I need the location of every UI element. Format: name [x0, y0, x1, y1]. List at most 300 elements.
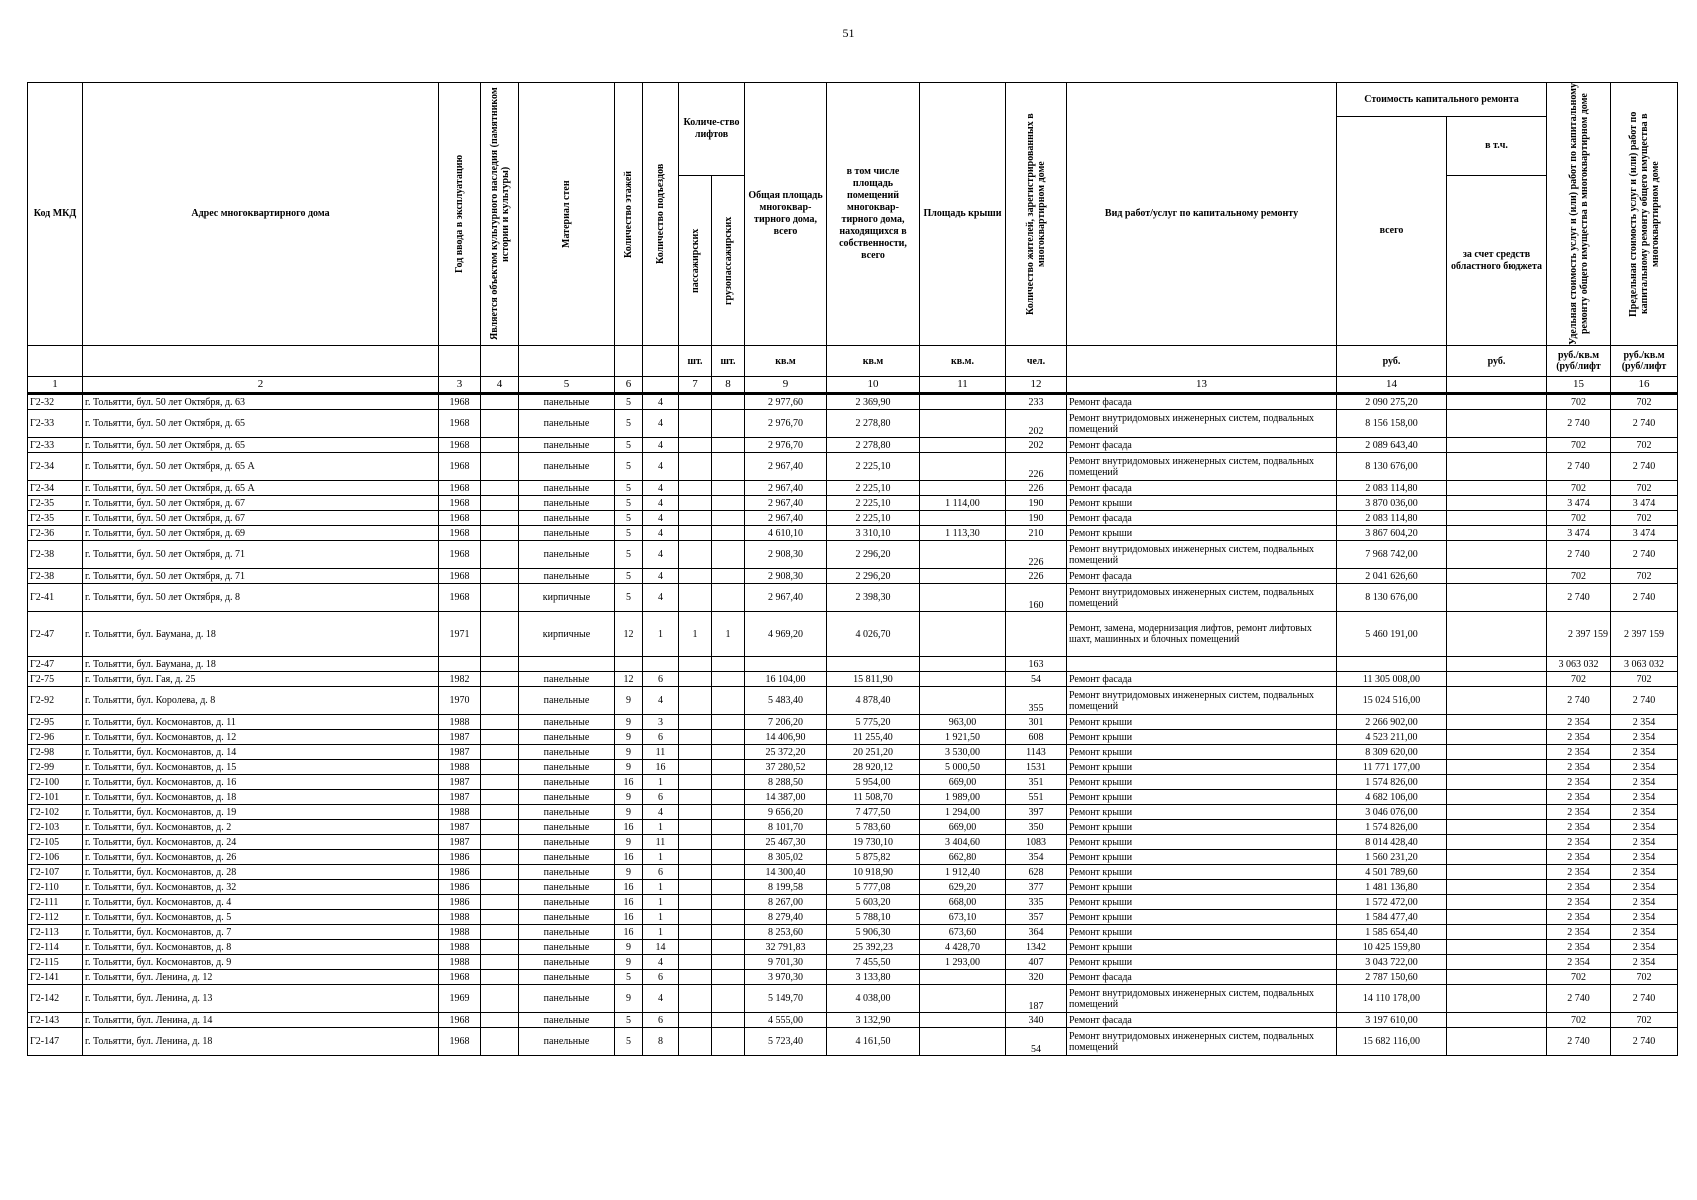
- cell-wall: панельные: [519, 730, 615, 745]
- cell-roof: [920, 1013, 1006, 1028]
- cell-addr: г. Тольятти, бул. Космонавтов, д. 19: [83, 805, 439, 820]
- cell-heritage: [481, 970, 519, 985]
- cell-work: Ремонт фасада: [1067, 1013, 1337, 1028]
- cell-max: 2 354: [1611, 940, 1678, 955]
- cell-fl: 5: [615, 541, 643, 569]
- cell-roof: 4 428,70: [920, 940, 1006, 955]
- cell-own: 20 251,20: [827, 745, 920, 760]
- header-cost: Стоимость капитального ремонта: [1337, 83, 1547, 117]
- table-row: [28, 790, 1678, 805]
- cell-max: 2 354: [1611, 805, 1678, 820]
- cell-cargo: [712, 438, 745, 453]
- column-number: 9: [745, 377, 827, 394]
- cell-max: 2 354: [1611, 895, 1678, 910]
- cell-own: 2 225,10: [827, 511, 920, 526]
- cell-addr: г. Тольятти, бул. Космонавтов, д. 14: [83, 745, 439, 760]
- cell-en: 6: [643, 865, 679, 880]
- cell-cargo: [712, 1013, 745, 1028]
- cell-cargo: [712, 453, 745, 481]
- cell-res: 407: [1006, 955, 1067, 970]
- cell-area: 2 967,40: [745, 511, 827, 526]
- cell-area: 4 610,10: [745, 526, 827, 541]
- cell-own: 5 788,10: [827, 910, 920, 925]
- cell-wall: панельные: [519, 1028, 615, 1056]
- cell-area: 5 483,40: [745, 687, 827, 715]
- column-number: 12: [1006, 377, 1067, 394]
- cell-total: 3 046 076,00: [1337, 805, 1447, 820]
- cell-fl: 5: [615, 481, 643, 496]
- cell-area: 2 967,40: [745, 496, 827, 511]
- cell-heritage: [481, 1028, 519, 1056]
- cell-max: 3 063 032: [1611, 657, 1678, 672]
- unit-sqm: кв.м.: [920, 346, 1006, 377]
- cell-res: 226: [1006, 569, 1067, 584]
- cell-addr: г. Тольятти, бул. Королева, д. 8: [83, 687, 439, 715]
- cell-area: 14 387,00: [745, 790, 827, 805]
- cell-year: 1988: [439, 955, 481, 970]
- cell-fl: 5: [615, 410, 643, 438]
- cell-code: Г2-105: [28, 835, 83, 850]
- cell-year: 1987: [439, 820, 481, 835]
- cell-max: 2 354: [1611, 775, 1678, 790]
- cell-code: Г2-100: [28, 775, 83, 790]
- cell-wall: панельные: [519, 895, 615, 910]
- cell-pass: [679, 850, 712, 865]
- cell-area: 8 199,58: [745, 880, 827, 895]
- cell-max: 702: [1611, 438, 1678, 453]
- cell-addr: г. Тольятти, бул. Космонавтов, д. 7: [83, 925, 439, 940]
- cell-roof: 1 989,00: [920, 790, 1006, 805]
- cell-fl: 9: [615, 730, 643, 745]
- cell-unit: 2 740: [1547, 584, 1611, 612]
- cell-year: 1969: [439, 985, 481, 1013]
- cell-addr: г. Тольятти, бул. Космонавтов, д. 24: [83, 835, 439, 850]
- cell-work: Ремонт внутридомовых инженерных систем, подвальных помещений: [1067, 541, 1337, 569]
- cell-heritage: [481, 730, 519, 745]
- cell-heritage: [481, 453, 519, 481]
- cell-wall: панельные: [519, 526, 615, 541]
- cell-res: 301: [1006, 715, 1067, 730]
- cell-roof: [920, 970, 1006, 985]
- header-cost-regional: за счет средств областного бюджета: [1447, 176, 1547, 346]
- cell-work: Ремонт крыши: [1067, 880, 1337, 895]
- cell-area: 8 101,70: [745, 820, 827, 835]
- cell-code: Г2-147: [28, 1028, 83, 1056]
- cell-unit: 702: [1547, 511, 1611, 526]
- cell-wall: [519, 657, 615, 672]
- cell-roof: 673,60: [920, 925, 1006, 940]
- cell-total: 1 560 231,20: [1337, 850, 1447, 865]
- cell-pass: [679, 511, 712, 526]
- cell-code: Г2-142: [28, 985, 83, 1013]
- cell-addr: г. Тольятти, бул. Космонавтов, д. 12: [83, 730, 439, 745]
- unit-rub: руб.: [1337, 346, 1447, 377]
- cell-fl: 9: [615, 715, 643, 730]
- cell-heritage: [481, 511, 519, 526]
- cell-heritage: [481, 612, 519, 657]
- table-row: [28, 895, 1678, 910]
- cell-fl: 9: [615, 955, 643, 970]
- cell-wall: панельные: [519, 835, 615, 850]
- cell-addr: г. Тольятти, бул. 50 лет Октября, д. 67: [83, 511, 439, 526]
- cell-max: 2 354: [1611, 910, 1678, 925]
- cell-total: 14 110 178,00: [1337, 985, 1447, 1013]
- table-row: [28, 805, 1678, 820]
- cell-res: 163: [1006, 657, 1067, 672]
- cell-fl: 9: [615, 985, 643, 1013]
- cell-area: 4 969,20: [745, 612, 827, 657]
- cell-max: 2 397 159: [1611, 612, 1678, 657]
- cell-total: 1 574 826,00: [1337, 820, 1447, 835]
- cell-wall: панельные: [519, 850, 615, 865]
- table-row: [28, 865, 1678, 880]
- cell-work: Ремонт крыши: [1067, 496, 1337, 511]
- table-row: [28, 910, 1678, 925]
- cell-fl: 9: [615, 940, 643, 955]
- cell-unit: 2 354: [1547, 730, 1611, 745]
- cell-addr: г. Тольятти, бул. 50 лет Октября, д. 65 А: [83, 453, 439, 481]
- cell-en: 4: [643, 438, 679, 453]
- cell-regional: [1447, 481, 1547, 496]
- cell-cargo: [712, 745, 745, 760]
- cell-cargo: [712, 910, 745, 925]
- cell-fl: 16: [615, 820, 643, 835]
- cell-res: 364: [1006, 925, 1067, 940]
- cell-roof: 669,00: [920, 775, 1006, 790]
- cell-year: 1968: [439, 496, 481, 511]
- cell-heritage: [481, 526, 519, 541]
- column-number: 15: [1547, 377, 1611, 394]
- table-row: [28, 612, 1678, 657]
- table-row: [28, 880, 1678, 895]
- cell-max: 2 354: [1611, 925, 1678, 940]
- cell-work: Ремонт крыши: [1067, 850, 1337, 865]
- cell-regional: [1447, 569, 1547, 584]
- cell-addr: г. Тольятти, бул. 50 лет Октября, д. 69: [83, 526, 439, 541]
- cell-pass: [679, 496, 712, 511]
- cell-own: 11 255,40: [827, 730, 920, 745]
- cell-addr: г. Тольятти, бул. 50 лет Октября, д. 67: [83, 496, 439, 511]
- cell-year: 1988: [439, 805, 481, 820]
- cell-res: 335: [1006, 895, 1067, 910]
- cell-wall: панельные: [519, 569, 615, 584]
- cell-own: 4 038,00: [827, 985, 920, 1013]
- cell-cargo: [712, 790, 745, 805]
- cell-max: 2 740: [1611, 541, 1678, 569]
- cell-regional: [1447, 880, 1547, 895]
- cell-total: 5 460 191,00: [1337, 612, 1447, 657]
- cell-roof: 1 113,30: [920, 526, 1006, 541]
- cell-addr: г. Тольятти, бул. Ленина, д. 18: [83, 1028, 439, 1056]
- cell-code: Г2-34: [28, 453, 83, 481]
- cell-cargo: [712, 760, 745, 775]
- cell-wall: панельные: [519, 925, 615, 940]
- cell-res: 226: [1006, 453, 1067, 481]
- cell-total: 4 682 106,00: [1337, 790, 1447, 805]
- cell-pass: [679, 940, 712, 955]
- column-number: 8: [712, 377, 745, 394]
- cell-own: 2 398,30: [827, 584, 920, 612]
- cell-addr: г. Тольятти, бул. 50 лет Октября, д. 8: [83, 584, 439, 612]
- cell-year: 1987: [439, 835, 481, 850]
- unit-pcs: шт.: [679, 346, 712, 377]
- cell-fl: 5: [615, 394, 643, 410]
- cell-heritage: [481, 584, 519, 612]
- cell-year: 1968: [439, 481, 481, 496]
- cell-wall: панельные: [519, 687, 615, 715]
- cell-total: 8 309 620,00: [1337, 745, 1447, 760]
- cell-wall: панельные: [519, 453, 615, 481]
- cell-year: 1968: [439, 970, 481, 985]
- cell-res: 340: [1006, 1013, 1067, 1028]
- cell-own: 5 775,20: [827, 715, 920, 730]
- column-number: 16: [1611, 377, 1678, 394]
- cell-unit: 2 354: [1547, 910, 1611, 925]
- column-number: [643, 377, 679, 394]
- cell-year: 1968: [439, 511, 481, 526]
- cell-max: 702: [1611, 970, 1678, 985]
- table-row: [28, 496, 1678, 511]
- cell-work: Ремонт крыши: [1067, 760, 1337, 775]
- cell-en: 8: [643, 1028, 679, 1056]
- cell-area: 8 305,02: [745, 850, 827, 865]
- cell-unit: 3 474: [1547, 496, 1611, 511]
- cell-cargo: [712, 569, 745, 584]
- cell-res: 1083: [1006, 835, 1067, 850]
- cell-roof: 662,80: [920, 850, 1006, 865]
- cell-wall: кирпичные: [519, 584, 615, 612]
- cell-heritage: [481, 910, 519, 925]
- cell-total: 2 083 114,80: [1337, 511, 1447, 526]
- cell-res: 54: [1006, 672, 1067, 687]
- cell-fl: 9: [615, 687, 643, 715]
- cell-code: Г2-38: [28, 569, 83, 584]
- cell-area: 2 967,40: [745, 453, 827, 481]
- cell-regional: [1447, 496, 1547, 511]
- cell-res: 377: [1006, 880, 1067, 895]
- cell-year: 1968: [439, 453, 481, 481]
- cell-unit: 2 740: [1547, 541, 1611, 569]
- cell-area: 7 206,20: [745, 715, 827, 730]
- cell-heritage: [481, 820, 519, 835]
- cell-heritage: [481, 850, 519, 865]
- cell-cargo: [712, 835, 745, 850]
- cell-code: Г2-96: [28, 730, 83, 745]
- cell-year: 1987: [439, 730, 481, 745]
- cell-cargo: [712, 496, 745, 511]
- cell-fl: 5: [615, 569, 643, 584]
- table-row: [28, 820, 1678, 835]
- cell-res: 350: [1006, 820, 1067, 835]
- cell-roof: 1 294,00: [920, 805, 1006, 820]
- cell-cargo: [712, 775, 745, 790]
- cell-area: 32 791,83: [745, 940, 827, 955]
- cell-code: Г2-32: [28, 394, 83, 410]
- cell-year: 1968: [439, 438, 481, 453]
- cell-roof: 629,20: [920, 880, 1006, 895]
- cell-fl: 5: [615, 526, 643, 541]
- table-row: [28, 970, 1678, 985]
- cell-roof: [920, 584, 1006, 612]
- cell-code: Г2-95: [28, 715, 83, 730]
- cell-roof: [920, 657, 1006, 672]
- cell-total: 8 156 158,00: [1337, 410, 1447, 438]
- cell-wall: панельные: [519, 790, 615, 805]
- cell-max: 2 740: [1611, 687, 1678, 715]
- table-row: [28, 760, 1678, 775]
- cell-unit: 2 354: [1547, 880, 1611, 895]
- cell-cargo: [712, 805, 745, 820]
- cell-regional: [1447, 687, 1547, 715]
- cell-code: Г2-98: [28, 745, 83, 760]
- table-row: [28, 584, 1678, 612]
- cell-res: 608: [1006, 730, 1067, 745]
- cell-roof: 673,10: [920, 910, 1006, 925]
- cell-cargo: [712, 955, 745, 970]
- cell-own: 3 310,10: [827, 526, 920, 541]
- cell-own: 2 278,80: [827, 410, 920, 438]
- cell-pass: [679, 453, 712, 481]
- unit-pcs: шт.: [712, 346, 745, 377]
- cell-cargo: [712, 526, 745, 541]
- column-number: 10: [827, 377, 920, 394]
- cell-en: [643, 657, 679, 672]
- cell-heritage: [481, 481, 519, 496]
- column-number: 7: [679, 377, 712, 394]
- cell-res: 202: [1006, 410, 1067, 438]
- cell-total: 1 572 472,00: [1337, 895, 1447, 910]
- column-number: 5: [519, 377, 615, 394]
- cell-own: 11 508,70: [827, 790, 920, 805]
- cell-work: Ремонт крыши: [1067, 955, 1337, 970]
- cell-year: 1987: [439, 745, 481, 760]
- cell-area: 2 908,30: [745, 541, 827, 569]
- cell-fl: 9: [615, 745, 643, 760]
- cell-work: Ремонт фасада: [1067, 511, 1337, 526]
- cell-work: Ремонт внутридомовых инженерных систем, подвальных помещений: [1067, 687, 1337, 715]
- cell-work: Ремонт фасада: [1067, 481, 1337, 496]
- cell-total: 4 501 789,60: [1337, 865, 1447, 880]
- cell-addr: г. Тольятти, бул. Космонавтов, д. 9: [83, 955, 439, 970]
- cell-res: 190: [1006, 511, 1067, 526]
- cell-roof: 5 000,50: [920, 760, 1006, 775]
- unit-sqm: кв.м: [827, 346, 920, 377]
- cell-fl: 16: [615, 850, 643, 865]
- cell-total: 3 870 036,00: [1337, 496, 1447, 511]
- table-row: [28, 940, 1678, 955]
- cell-work: Ремонт фасада: [1067, 672, 1337, 687]
- cell-max: 702: [1611, 569, 1678, 584]
- cell-max: 2 740: [1611, 1028, 1678, 1056]
- cell-addr: г. Тольятти, бул. Космонавтов, д. 28: [83, 865, 439, 880]
- table-row: [28, 394, 1678, 410]
- cell-total: 1 574 826,00: [1337, 775, 1447, 790]
- cell-code: Г2-92: [28, 687, 83, 715]
- cell-area: 8 279,40: [745, 910, 827, 925]
- cell-roof: [920, 612, 1006, 657]
- cell-own: 3 132,90: [827, 1013, 920, 1028]
- header-lifts-cargo: грузопассажирских: [722, 216, 734, 305]
- cell-addr: г. Тольятти, бул. Космонавтов, д. 11: [83, 715, 439, 730]
- cell-cargo: [712, 985, 745, 1013]
- cell-regional: [1447, 394, 1547, 410]
- cell-unit: 2 354: [1547, 790, 1611, 805]
- cell-pass: [679, 715, 712, 730]
- cell-code: Г2-102: [28, 805, 83, 820]
- header-code: Код МКД: [28, 83, 83, 346]
- cell-own: 7 455,50: [827, 955, 920, 970]
- cell-en: 4: [643, 955, 679, 970]
- cell-max: 2 740: [1611, 584, 1678, 612]
- cell-max: 2 354: [1611, 790, 1678, 805]
- cell-total: 15 682 116,00: [1337, 1028, 1447, 1056]
- cell-roof: [920, 511, 1006, 526]
- cell-own: 10 918,90: [827, 865, 920, 880]
- table-row: [28, 835, 1678, 850]
- cell-wall: панельные: [519, 715, 615, 730]
- cell-total: 4 523 211,00: [1337, 730, 1447, 745]
- column-number: 3: [439, 377, 481, 394]
- cell-en: 4: [643, 496, 679, 511]
- cell-year: 1988: [439, 760, 481, 775]
- cell-code: Г2-111: [28, 895, 83, 910]
- table-row: [28, 775, 1678, 790]
- cell-total: 3 043 722,00: [1337, 955, 1447, 970]
- cell-fl: 9: [615, 835, 643, 850]
- cell-heritage: [481, 715, 519, 730]
- cell-fl: 9: [615, 760, 643, 775]
- cell-area: 2 908,30: [745, 569, 827, 584]
- cell-roof: [920, 672, 1006, 687]
- cell-roof: 1 293,00: [920, 955, 1006, 970]
- capital-repair-table: [27, 82, 1678, 1056]
- cell-work: Ремонт крыши: [1067, 775, 1337, 790]
- cell-cargo: [712, 394, 745, 410]
- cell-cargo: [712, 865, 745, 880]
- cell-year: 1971: [439, 612, 481, 657]
- unit-rub-per: руб./кв.м (руб/лифт: [1547, 346, 1611, 377]
- cell-code: Г2-114: [28, 940, 83, 955]
- cell-unit: 2 354: [1547, 925, 1611, 940]
- cell-unit: 702: [1547, 970, 1611, 985]
- cell-res: 226: [1006, 541, 1067, 569]
- cell-roof: 3 530,00: [920, 745, 1006, 760]
- cell-res: 1342: [1006, 940, 1067, 955]
- cell-cargo: [712, 820, 745, 835]
- cell-wall: кирпичные: [519, 612, 615, 657]
- unit-rub: руб.: [1447, 346, 1547, 377]
- cell-area: 8 288,50: [745, 775, 827, 790]
- column-numbers-row: [28, 377, 1678, 394]
- cell-code: Г2-110: [28, 880, 83, 895]
- cell-area: 25 467,30: [745, 835, 827, 850]
- cell-own: 4 026,70: [827, 612, 920, 657]
- cell-fl: [615, 657, 643, 672]
- cell-own: 7 477,50: [827, 805, 920, 820]
- cell-cargo: [712, 687, 745, 715]
- cell-pass: [679, 526, 712, 541]
- cell-roof: [920, 541, 1006, 569]
- cell-roof: 3 404,60: [920, 835, 1006, 850]
- cell-fl: 12: [615, 672, 643, 687]
- cell-fl: 5: [615, 511, 643, 526]
- cell-cargo: [712, 940, 745, 955]
- cell-unit: 2 354: [1547, 820, 1611, 835]
- cell-heritage: [481, 541, 519, 569]
- header-cost-incl: в т.ч.: [1447, 117, 1547, 176]
- cell-year: 1968: [439, 526, 481, 541]
- cell-code: Г2-47: [28, 657, 83, 672]
